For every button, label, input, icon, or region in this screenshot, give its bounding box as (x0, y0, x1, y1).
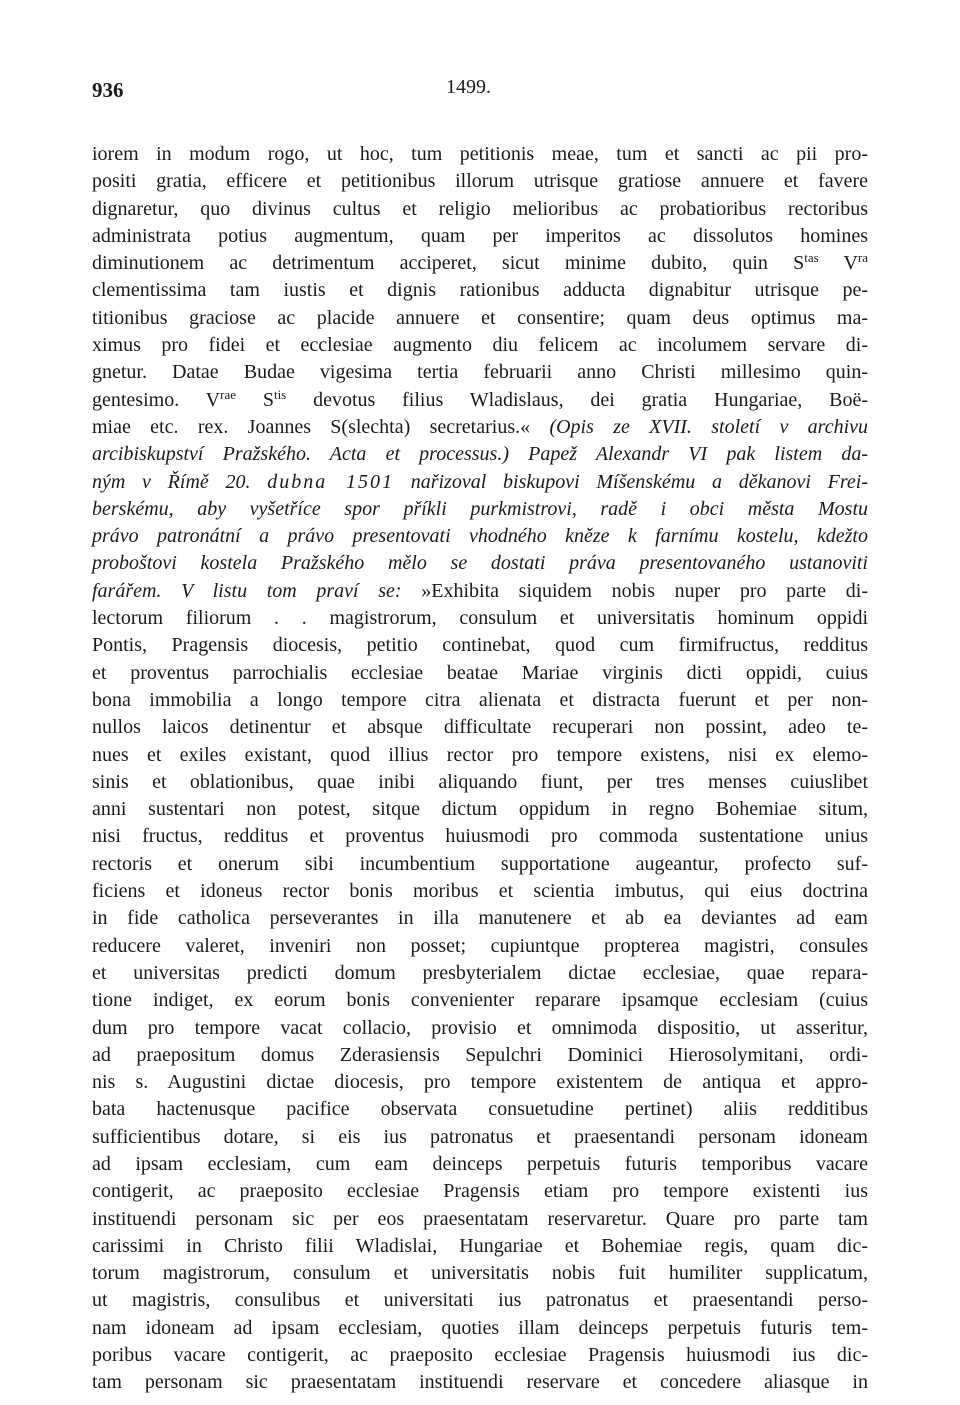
text-line: ficiens et idoneus rector bonis moribus et scientia imbutus, qui eius doctrina (92, 880, 868, 903)
text-line (92, 414, 868, 441)
text-line: ximus pro fidei et ecclesiae augmento diu felicem ac incolumem servare di- (92, 334, 868, 357)
text-line: positi gratia, efficere et petitionibus illorum utrisque gratiose annuere et favere (92, 170, 868, 193)
text-line: in fide catholica perseverantes in illa manutenere et ab ea deviantes ad eam (92, 907, 868, 930)
text-segment: miae etc. rex. Joannes S(slechta) secretarius.« (92, 415, 550, 438)
italic-note-line: arcibiskupství Pražského. Acta et processus.) Papež Alexandr VI pak listem da- (92, 443, 868, 466)
text-line: bata hactenusque pacifice observata consuetudine pertinet) aliis redditibus (92, 1098, 868, 1121)
text-line: nis s. Augustini dictae diocesis, pro tempore existentem de antiqua et appro- (92, 1071, 868, 1094)
text-segment: devotus filius Wladislaus, dei gratia Hungariae, Boë- (286, 388, 868, 411)
text-line: titionibus graciose ac placide annuere et consentire; quam deus optimus ma- (92, 306, 868, 329)
text-line: contigerit, ac praeposito ecclesiae Pragensis etiam pro tempore existenti ius (92, 1180, 868, 1203)
text-line: carissimi in Christo filii Wladislai, Hungariae et Bohemiae regis, quam dic- (92, 1234, 868, 1257)
text-line (92, 578, 868, 605)
text-segment: gentesimo. V (92, 388, 221, 411)
italic-note-line (92, 469, 868, 496)
page-number: 936 (92, 78, 124, 102)
body-text (92, 141, 868, 1397)
text-line: anni sustentari non potest, sitque dictum oppidum in regno Bohemiae situm, (92, 798, 868, 821)
page-header (0, 0, 960, 130)
text-line: sinis et oblationibus, quae inibi aliquando fiunt, per tres menses cuiuslibet (92, 770, 868, 793)
text-line: nullos laicos detinentur et absque difficultate recuperari non possint, adeo te- (92, 716, 868, 739)
text-line: sufficientibus dotare, si eis ius patronatus et praesentandi personam idoneam (92, 1125, 868, 1148)
text-line: nam idoneam ad ipsam ecclesiam, quoties illam deinceps perpetuis futuris tem- (92, 1316, 868, 1339)
text-segment: nařizoval biskupovi Míšenskému a děkanovi Frei- (393, 470, 869, 493)
text-line: et proventus parrochialis ecclesiae beatae Mariae virginis dicti oppidi, cuius (92, 661, 868, 684)
text-line: clementissima tam iustis et dignis rationibus adducta dignabitur utrisque pe- (92, 279, 868, 302)
text-segment: ným v Římě 20. (92, 470, 268, 493)
text-line: ut magistris, consulibus et universitati ius patronatus et praesentandi perso- (92, 1289, 868, 1312)
italic-note: farářem. V listu tom praví se: (92, 579, 422, 602)
text-line (92, 250, 868, 277)
abbreviation-superscript: tis (273, 386, 287, 402)
text-line: ad praepositum domus Zderasiensis Sepulchri Dominici Hierosolymitani, ordi- (92, 1043, 868, 1066)
text-line: lectorum filiorum . . magistrorum, consulum et universitatis hominum oppidi (92, 607, 868, 630)
abbreviation-superscript: rae (220, 386, 236, 402)
text-line: et universitas predicti domum presbyterialem dictae ecclesiae, quae repara- (92, 961, 868, 984)
text-line: nisi fructus, redditus et proventus huiusmodi pro commoda sustentatione unius (92, 825, 868, 848)
text-line: Pontis, Pragensis diocesis, petitio continebat, quod cum firmifructus, redditus (92, 634, 868, 657)
text-line: instituendi personam sic per eos praesentatam reservaretur. Quare pro parte tam (92, 1207, 868, 1230)
running-head-year: 1499. (446, 76, 491, 98)
text-line: dum pro tempore vacat collacio, provisio et omnimoda dispositio, ut asseritur, (92, 1016, 868, 1039)
text-line: iorem in modum rogo, ut hoc, tum petitionis meae, tum et sancti ac pii pro- (92, 143, 868, 165)
italic-note-line: právo patronátní a právo presentovati vhodného kněze k farnímu kostelu, kdežto (92, 525, 868, 548)
italic-note-line: proboštovi kostela Pražského mělo se dostati práva presentovaného ustanoviti (92, 552, 868, 575)
text-segment: V (818, 252, 858, 275)
spaced-date: dubna 1501 (267, 470, 394, 493)
italic-note-line: berskému, aby vyšetříce spor příkli purkmistrovi, radě i obci města Mostu (92, 497, 868, 520)
text-line: bona immobilia a longo tempore citra alienata et distracta fuerunt et per non- (92, 688, 868, 711)
text-line: tam personam sic praesentatam instituendi reservare et concedere aliasque in (92, 1371, 868, 1394)
italic-note: (Opis ze XVII. století v archivu (549, 415, 869, 438)
text-segment: diminutionem ac detrimentum acciperet, sicut minime dubito, quin S (92, 252, 805, 275)
text-segment: S (236, 388, 274, 411)
text-segment: »Exhibita siquidem nobis nuper pro parte di- (421, 579, 868, 602)
abbreviation-superscript: ra (857, 250, 868, 266)
text-line: rectoris et onerum sibi incumbentium supportatione augeantur, profecto suf- (92, 852, 868, 875)
text-line: torum magistrorum, consulum et universitatis nobis fuit humiliter supplicatum, (92, 1262, 868, 1285)
text-line: administrata potius augmentum, quam per imperitos ac dissolutos homines (92, 224, 868, 247)
text-line: reducere valeret, inveniri non posset; cupiuntque propterea magistri, consules (92, 934, 868, 957)
text-line: nues et exiles existant, quod illius rector pro tempore existens, nisi ex elemo- (92, 743, 868, 766)
text-line: dignaretur, quo divinus cultus et religio melioribus ac probatioribus rectoribus (92, 197, 868, 220)
text-line: gnetur. Datae Budae vigesima tertia februarii anno Christi millesimo quin- (92, 361, 868, 384)
text-line: ad ipsam ecclesiam, cum eam deinceps perpetuis futuris temporibus vacare (92, 1152, 868, 1175)
abbreviation-superscript: tas (804, 250, 819, 266)
text-line: poribus vacare contigerit, ac praeposito ecclesiae Pragensis huiusmodi ius dic- (92, 1344, 868, 1367)
text-line (92, 387, 868, 414)
text-line: tione indiget, ex eorum bonis convenienter reparare ipsamque ecclesiam (cuius (92, 989, 868, 1012)
